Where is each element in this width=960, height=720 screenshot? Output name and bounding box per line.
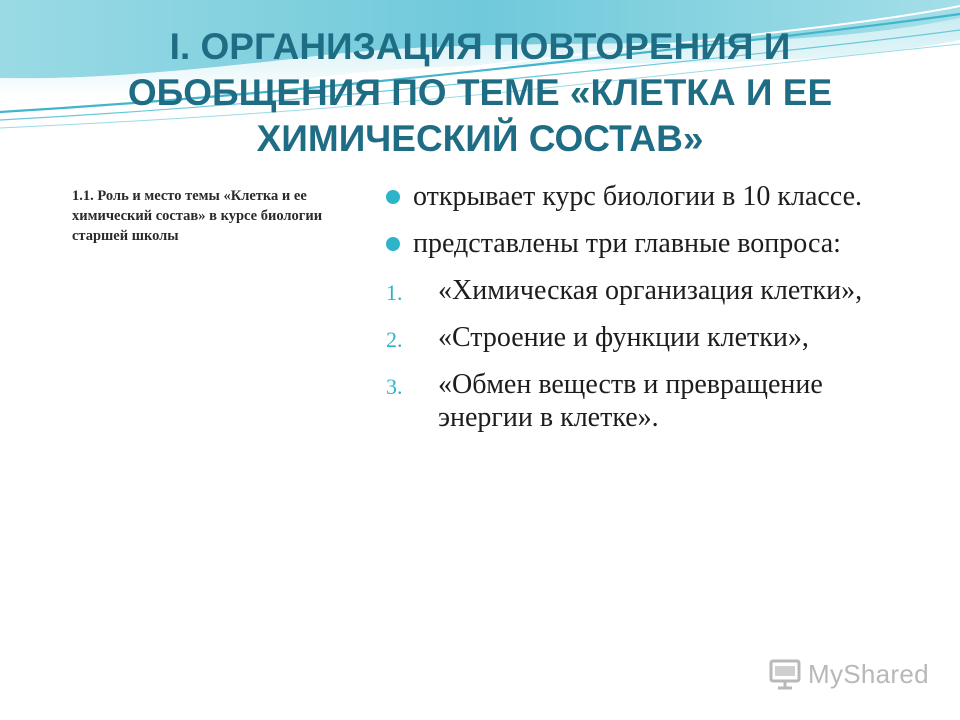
watermark-text: MyShared [808,658,929,689]
bullet-list [386,180,906,260]
list-number: 3. [386,374,403,399]
section-subtitle: 1.1. Роль и место темы «Клетка и ее химический состав» в курсе биологии старшей школы [72,188,323,244]
list-item [386,180,906,213]
list-item [386,368,906,434]
list-item [386,274,906,307]
slide-title: I. ОРГАНИЗАЦИЯ ПОВТОРЕНИЯ И ОБОБЩЕНИЯ ПО ТЕМЕ «КЛЕТКА И ЕЕ ХИМИЧЕСКИЙ СОСТАВ» [127,26,833,159]
bullet-text: представлены три главные вопроса: [413,228,841,259]
list-item [386,227,906,260]
bullet-text: открывает курс биологии в 10 классе. [413,181,862,212]
list-number: 1. [386,280,403,305]
myshared-watermark [768,656,929,692]
list-item-text: «Обмен веществ и превращение энергии в клетке». [438,369,823,433]
list-item-text: «Химическая организация клетки», [438,275,863,306]
list-item-text: «Строение и функции клетки», [438,322,809,353]
numbered-list [386,274,906,434]
presentation-board-icon [768,657,802,691]
content-body [386,180,906,448]
list-item [386,321,906,354]
list-number: 2. [386,327,403,352]
bullet-dot-icon [386,190,400,204]
bullet-dot-icon [386,237,400,251]
